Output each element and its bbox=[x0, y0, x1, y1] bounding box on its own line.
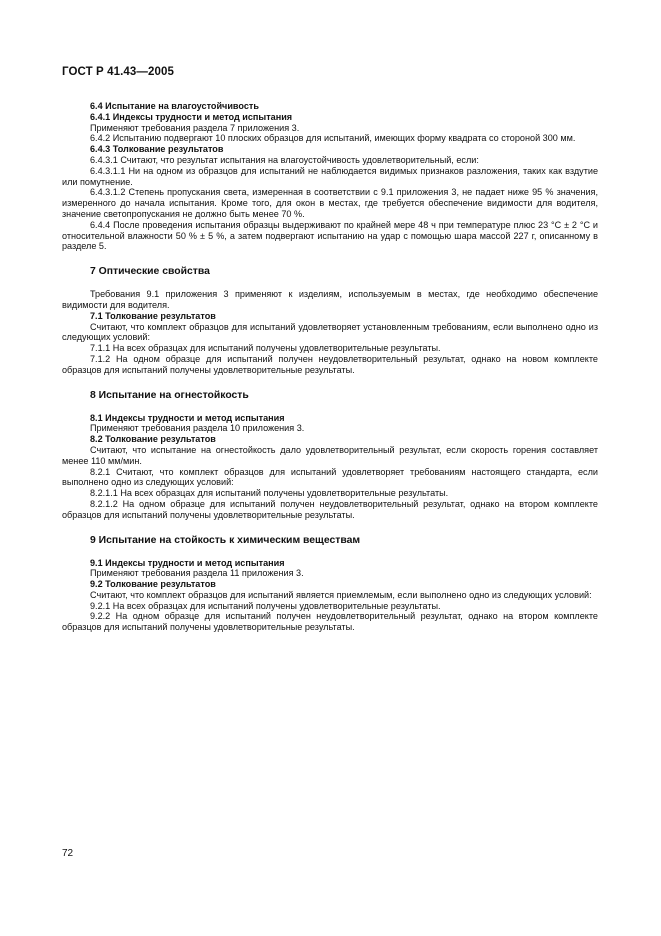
paragraph: 8.2.1 Считают, что комплект образцов для испытаний удовлетворяет требованиям настоящего стандарта, если выполнено одно из следующих условий: bbox=[62, 466, 598, 488]
paragraph: Применяют требования раздела 10 приложения 3. bbox=[90, 423, 305, 434]
paragraph: 7.1.2 На одном образце для испытаний получен неудовлетворительный результат, однако на новом комплекте образцов для испытаний получены удовлетворительные результаты. bbox=[62, 353, 598, 375]
chapter-heading: 7 Оптические свойства bbox=[90, 266, 210, 278]
document-id: ГОСТ Р 41.43—2005 bbox=[62, 66, 174, 78]
paragraph: Применяют требования раздела 7 приложения 3. bbox=[90, 122, 300, 133]
subsection-heading: 8.1 Индексы трудности и метод испытания bbox=[90, 412, 285, 423]
paragraph: 6.4.2 Испытанию подвергают 10 плоских образцов для испытаний, имеющих форму квадрата со стороной 300 мм. bbox=[90, 133, 576, 144]
paragraph: 8.2.1.2 На одном образце для испытаний получен неудовлетворительный результат, однако на втором комплекте образцов для испытаний получены удовлетворительные результаты. bbox=[62, 498, 598, 520]
paragraph: Считают, что испытание на огнестойкость дало удовлетворительный результат, если скорость горения составляет менее 110 мм/мин. bbox=[62, 444, 598, 466]
paragraph: Применяют требования раздела 11 приложения 3. bbox=[90, 568, 304, 579]
paragraph: 6.4.3.1.2 Степень пропускания света, измеренная в соответствии с 9.1 приложения 3, не падает ниже 95 % значения, измеренного до начала испытания. Кроме того, для окон в местах, где требуется обеспечение видимости для водителя, значение светопропускания не должно быть менее 70 %. bbox=[62, 187, 598, 219]
paragraph: 6.4.4 После проведения испытания образцы выдерживают по крайней мере 48 ч при температуре плюс 23 °С ± 2 °С и относительной влажности 50 % ± 5 %, а затем подвергают испытанию на удар с помощью шара массой 227 г, описанному в разделе 5. bbox=[62, 219, 598, 252]
section-heading: 6.4 Испытание на влагоустойчивость bbox=[90, 101, 259, 111]
subsection-heading: 9.2 Толкование результатов bbox=[90, 579, 216, 590]
paragraph: 7.1.1 На всех образцах для испытаний получены удовлетворительные результаты. bbox=[90, 343, 441, 354]
paragraph: Считают, что комплект образцов для испытаний удовлетворяет установленным требованиям, если выполнено одно из следующих условий: bbox=[62, 321, 598, 343]
subsection-heading: 9.1 Индексы трудности и метод испытания bbox=[90, 557, 285, 568]
paragraph: 6.4.3.1 Считают, что результат испытания на влагоустойчивость удовлетворительный, если: bbox=[90, 154, 479, 165]
chapter-heading: 9 Испытание на стойкость к химическим веществам bbox=[90, 534, 361, 546]
chapter-heading: 8 Испытание на огнестойкость bbox=[90, 389, 249, 401]
subsection-heading: 6.4.3 Толкование результатов bbox=[90, 144, 224, 155]
paragraph: 9.2.1 На всех образцах для испытаний получены удовлетворительные результаты. bbox=[90, 600, 441, 611]
paragraph: 9.2.2 На одном образце для испытаний получен неудовлетворительный результат, однако на втором комплекте образцов для испытаний получены удовлетворительные результаты. bbox=[62, 611, 598, 633]
paragraph: 6.4.3.1.1 Ни на одном из образцов для испытаний не наблюдается видимых признаков разложения, таких как вздутие или помутнение. bbox=[62, 165, 598, 187]
subsection-heading: 6.4.1 Индексы трудности и метод испытания bbox=[90, 111, 293, 122]
subsection-heading: 7.1 Толкование результатов bbox=[90, 310, 216, 321]
document-body bbox=[62, 101, 598, 633]
paragraph: Требования 9.1 приложения 3 применяют к изделиям, используемым в местах, где необходимо обеспечение видимости для водителя. bbox=[62, 289, 598, 310]
subsection-heading: 8.2 Толкование результатов bbox=[90, 434, 216, 445]
page-number: 72 bbox=[62, 848, 74, 859]
paragraph: 8.2.1.1 На всех образцах для испытаний получены удовлетворительные результаты. bbox=[90, 488, 449, 499]
paragraph: Считают, что комплект образцов для испытаний является приемлемым, если выполнено одно из следующих условий: bbox=[90, 589, 592, 600]
